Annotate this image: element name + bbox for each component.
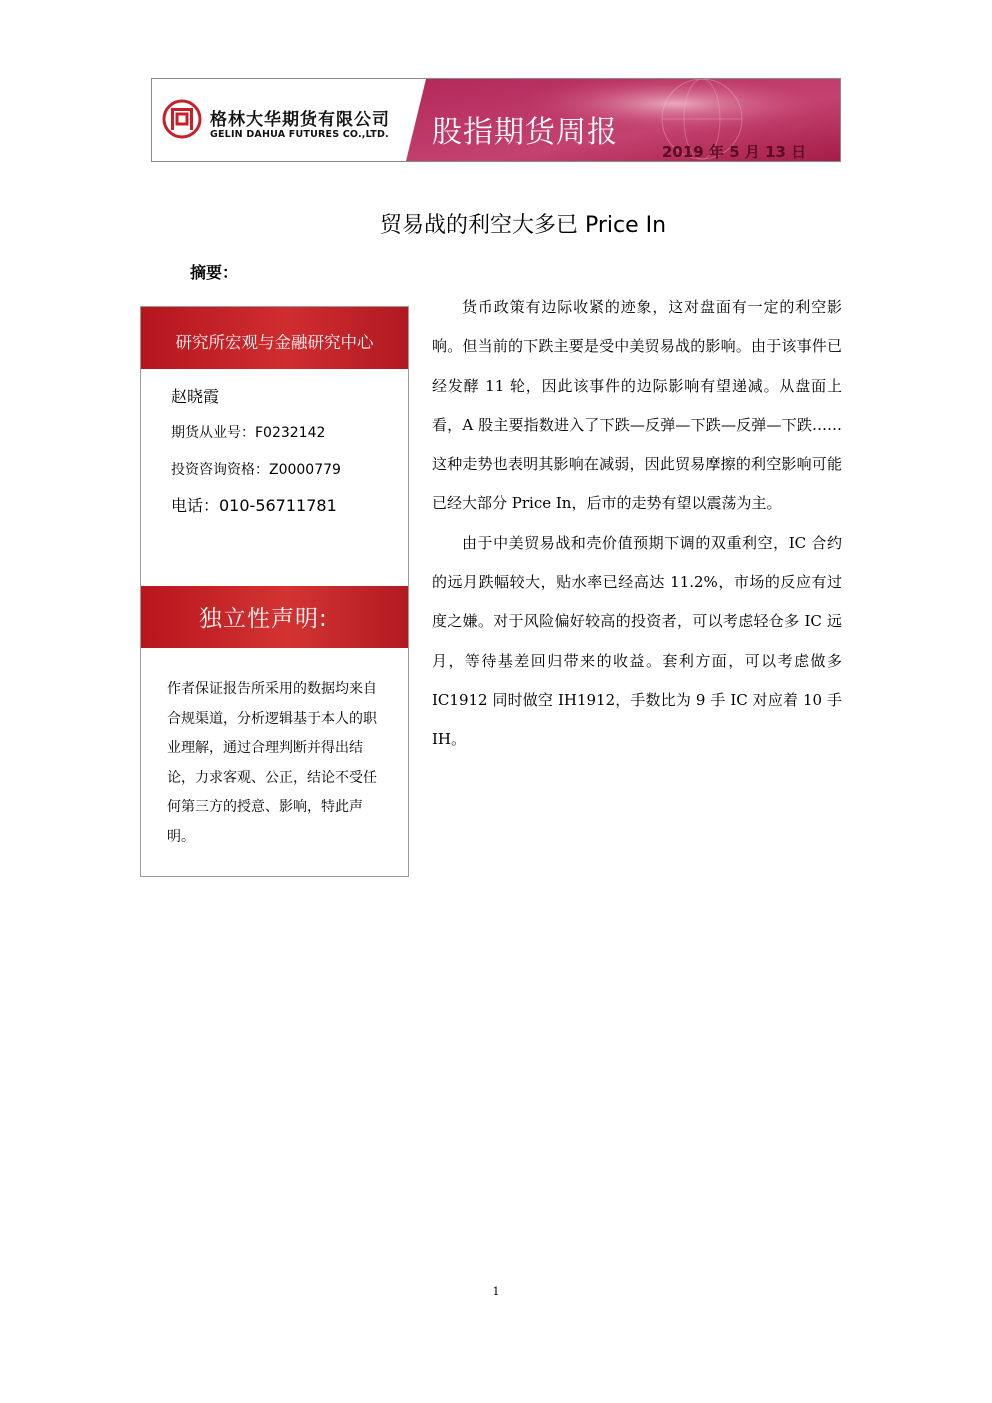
body-paragraph-2: 由于中美贸易战和壳价值预期下调的双重利空，IC 合约的远月跌幅较大，贴水率已经高达 11.2%，市场的反应有过度之嫌。对于风险偏好较高的投资者，可以考虑轻仓多 IC 远月，等待基差回归带来的收益。套利方面，可以考虑做多 IC1912 同时做空 IH1912，手数比为 9 手 IC 对应着 10 手 IH。	[432, 533, 842, 749]
statement-header	[141, 586, 408, 648]
independence-statement: 作者保证报告所采用的数据均来自合规渠道，分析逻辑基于本人的职业理解，通过合理判断并得出结论，力求客观、公正，结论不受任何第三方的授意、影响，特此声明。	[167, 681, 377, 845]
analyst-sidebar	[140, 306, 409, 877]
body-paragraph-1: 货币政策有边际收紧的迹象，这对盘面有一定的利空影响。但当前的下跌主要是受中美贸易战的影响。由于该事件已经发酵 11 轮，因此该事件的边际影响有望递减。从盘面上看，A 股主要指数进入了下跌—反弹—下跌—反弹—下跌……这种走势也表明其影响在减弱，因此贸易摩擦的利空影响可能已经大部分 Price In，后市的走势有望以震荡为主。	[432, 298, 842, 513]
page-number: 1	[492, 1285, 500, 1298]
report-type-title: 股指期货周报	[432, 115, 618, 150]
report-header	[151, 78, 841, 162]
document-title: 贸易战的利空大多已 Price In	[379, 213, 667, 238]
report-date: 2019 年 5 月 13 日	[662, 143, 807, 161]
abstract-label: 摘要：	[190, 263, 239, 282]
statement-heading: 独立性声明:	[199, 606, 328, 632]
company-name-cn: 格林大华期货有限公司	[210, 110, 390, 130]
company-name-en: GELIN DAHUA FUTURES CO.,LTD.	[210, 129, 389, 140]
license-number: 期货从业号：F0232142	[171, 425, 326, 441]
company-logo-icon	[162, 99, 202, 139]
department-name: 研究所宏观与金融研究中心	[175, 333, 374, 352]
analyst-name: 赵晓霞	[171, 387, 220, 406]
abstract-body	[432, 288, 842, 760]
phone-number: 电话：010-56711781	[171, 496, 337, 515]
department-header	[141, 307, 408, 369]
company-logo-area	[152, 79, 422, 161]
qualification-number: 投资咨询资格：Z0000779	[171, 462, 341, 478]
